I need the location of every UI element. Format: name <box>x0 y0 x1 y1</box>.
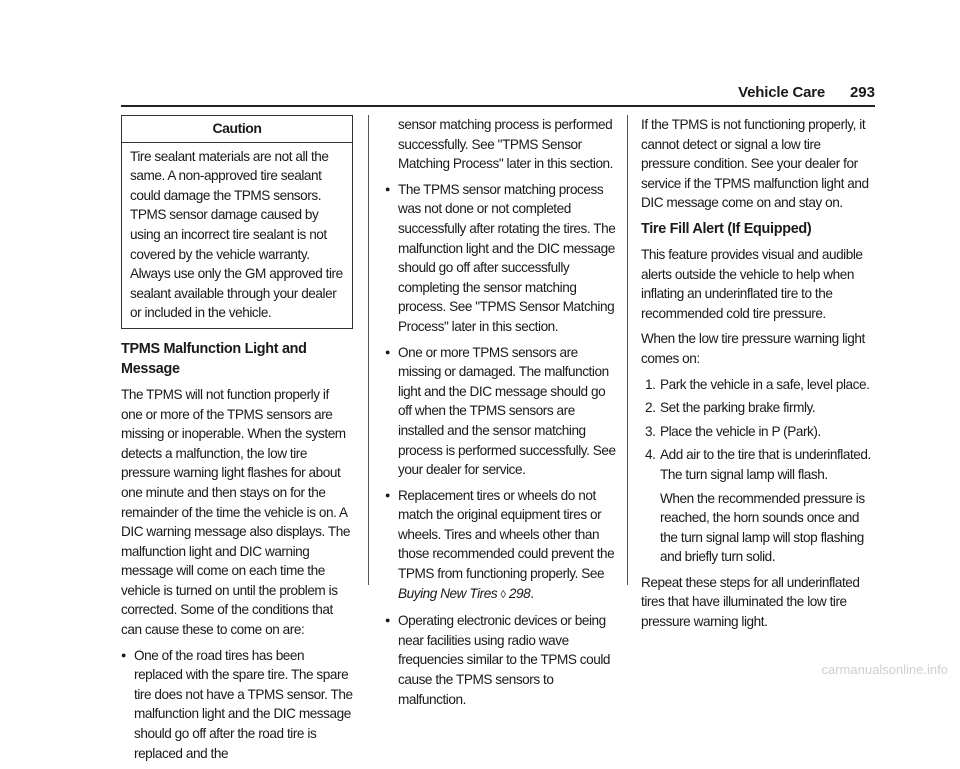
fill-alert-intro: This feature provides visual and audible alerts outside the vehicle to help when inflating an underinflated tire to the recommended cold tire pressure. <box>641 246 863 321</box>
caution-rule <box>122 142 352 143</box>
step-text: Park the vehicle in a safe, level place. <box>660 376 870 392</box>
fill-alert-closing: Repeat these steps for all underinflated tires that have illuminated the low tire pressure warning light. <box>641 574 860 630</box>
malfunction-bullets-cont <box>385 180 617 709</box>
bullet-text: Replacement tires or wheels do not match the original equipment tires or wheels. Tires and wheels other than those recommended could prevent the TPMS from functioning properly. See <box>398 487 615 582</box>
buying-new-tires-link[interactable]: Buying New Tires <box>398 585 498 601</box>
bullet-continuation: sensor matching process is performed successfully. See "TPMS Sensor Matching Process" later in this section. <box>398 117 613 172</box>
xref-page[interactable]: 298 <box>508 585 531 601</box>
page-header <box>121 84 875 104</box>
step-text: Set the parking brake firmly. <box>660 400 816 416</box>
step-number: 2. <box>645 400 656 416</box>
bullet-item: ● The TPMS sensor matching process was not done or not completed successfully after rotating the tires. The malfunction light and the DIC message should go off after successfully completing the sensor matching process. See "TPMS Sensor Matching Process" later in this section. <box>385 180 617 337</box>
step-number: 3. <box>645 423 656 439</box>
column-3 <box>641 115 873 638</box>
section-title: Vehicle Care <box>738 84 825 101</box>
fill-alert-when: When the low tire pressure warning light comes on: <box>641 331 865 366</box>
step-number: 4. <box>645 447 656 463</box>
malfunction-heading: TPMS Malfunction Light and Message <box>121 340 307 377</box>
malfunction-closing: If the TPMS is not functioning properly, it cannot detect or signal a low tire pressure condition. See your dealer for service if the TPMS malfunction light and DIC message come on and stay on. <box>641 117 869 211</box>
header-rule <box>121 105 875 107</box>
fill-alert-heading: Tire Fill Alert (If Equipped) <box>641 220 812 237</box>
page-number: 293 <box>849 84 875 101</box>
column-divider <box>627 115 628 585</box>
bullet-period: . <box>530 585 534 601</box>
step-text: Place the vehicle in P (Park). <box>660 423 821 439</box>
bullet-item: ● One of the road tires has been replaced with the spare tire. The spare tire does not have a TPMS sensor. The malfunction light and the DIC message should go off after the road tire is replaced and the <box>121 646 353 764</box>
bullet-item: ● One or more TPMS sensors are missing or damaged. The malfunction light and the DIC message should go off when the TPMS sensors are installed and the sensor matching process is performed successfully. See your dealer for service. <box>385 343 617 480</box>
watermark: carmanualsonline.info <box>821 662 948 677</box>
fill-alert-steps <box>641 375 873 567</box>
malfunction-intro: The TPMS will not function properly if one or more of the TPMS sensors are missing or inoperable. When the system detects a malfunction, the low tire pressure warning light flashes for about one minute and then stays on for the remainder of the time the vehicle is on. A DIC warning message also displays. The malfunction light and DIC warning message will come on each time the vehicle is turned on until the problem is corrected. Some of the conditions that can cause these to come on are: <box>121 386 350 638</box>
xref-arrow-icon: ◊ <box>500 588 506 601</box>
step-item <box>641 422 873 442</box>
bullet-item: ● Operating electronic devices or being near facilities using radio wave frequencies similar to the TPMS could cause the TPMS sensors to malfunction. <box>385 611 617 709</box>
caution-text: Tire sealant materials are not all the same. A non-approved tire sealant could damage the TPMS sensors. TPMS sensor damage caused by using an incorrect tire sealant is not covered by the vehicle warranty. Always use only the GM approved tire sealant available through your dealer or included in the vehicle. <box>130 148 343 321</box>
column-divider <box>368 115 369 585</box>
step-subparagraph: When the recommended pressure is reached, the horn sounds once and the turn signal lamp will stop flashing and briefly turn solid. <box>660 490 865 565</box>
step-number: 1. <box>645 376 656 392</box>
step-item <box>641 398 873 418</box>
column-2 <box>385 115 617 715</box>
step-item <box>641 445 873 567</box>
caution-title: Caution <box>212 120 262 136</box>
bullet-item <box>385 486 617 606</box>
step-text: Add air to the tire that is underinflated. The turn signal lamp will flash. <box>660 447 871 482</box>
caution-box <box>121 115 353 329</box>
step-item <box>641 375 873 395</box>
